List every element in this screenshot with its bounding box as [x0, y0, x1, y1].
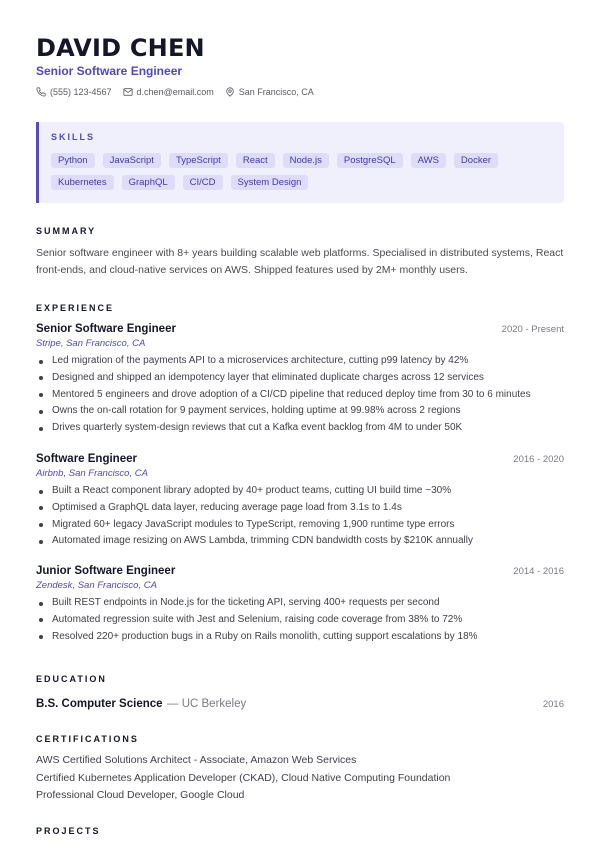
location-text: San Francisco, CA [238, 87, 314, 97]
skill-tag: CI/CD [183, 175, 223, 190]
education-year: 2016 [542, 699, 564, 710]
experience-heading: EXPERIENCE [36, 303, 115, 313]
job-bullet: Owns the on-call rotation for 9 payment services, holding uptime at 99.98% across 2 regions [36, 403, 564, 420]
summary-text: Senior software engineer with 8+ years building scalable web platforms. Specialised in distributed systems, React front-ends, and cloud-native services on AWS. Shipped features used by 2M+ monthly users. [36, 247, 564, 276]
skill-tag: JavaScript [103, 153, 161, 168]
education-heading: EDUCATION [36, 674, 107, 684]
phone-text: (555) 123-4567 [50, 87, 112, 97]
job-bullets [36, 483, 564, 550]
skills-tag-list [51, 153, 551, 197]
education-degree: B.S. Computer Science [36, 698, 163, 710]
job-company: Stripe, San Francisco, CA [36, 338, 146, 349]
job-bullets [36, 353, 564, 437]
skill-tag: React [236, 153, 275, 168]
skill-tag: System Design [231, 175, 309, 190]
skills-heading: SKILLS [51, 132, 96, 142]
job-entry [36, 565, 564, 645]
skill-tag: Node.js [283, 153, 329, 168]
job-bullet: Optimised a GraphQL data layer, reducing average page load from 3.1s to 1.4s [36, 500, 564, 517]
email-text: d.chen@email.com [136, 87, 214, 97]
phone-icon [36, 87, 46, 97]
candidate-role: Senior Software Engineer [36, 64, 183, 78]
job-title: Senior Software Engineer [36, 323, 176, 335]
resume-page [36, 0, 564, 848]
job-header [36, 323, 564, 335]
job-dates: 2020 - Present [501, 324, 564, 335]
contact-row [36, 87, 325, 97]
job-bullets [36, 595, 564, 645]
mail-icon [123, 87, 133, 97]
job-company: Zendesk, San Francisco, CA [36, 580, 157, 591]
job-title: Junior Software Engineer [36, 565, 176, 577]
certification-item: Certified Kubernetes Application Developer (CKAD), Cloud Native Computing Foundation [36, 771, 451, 784]
job-bullet: Built a React component library adopted by 40+ product teams, cutting UI build time ~30% [36, 483, 564, 500]
certification-item: Professional Cloud Developer, Google Cloud [36, 789, 245, 801]
job-bullet: Migrated 60+ legacy JavaScript modules to TypeScript, removing 1,900 runtime type errors [36, 517, 564, 534]
job-bullet: Resolved 220+ production bugs in a Ruby on Rails monolith, cutting support escalations by 18% [36, 629, 564, 646]
skill-tag: AWS [411, 153, 446, 168]
location-pin-icon [225, 87, 235, 97]
contact-location [225, 87, 314, 97]
education-school: — UC Berkeley [167, 698, 247, 710]
job-dates: 2016 - 2020 [513, 454, 564, 465]
skill-tag: Python [51, 153, 95, 168]
job-title: Software Engineer [36, 453, 137, 465]
certification-item: AWS Certified Solutions Architect - Associate, Amazon Web Services [36, 754, 357, 766]
job-bullet: Designed and shipped an idempotency layer that eliminated duplicate charges across 12 services [36, 370, 564, 387]
candidate-name: DAVID CHEN [36, 34, 205, 62]
skill-tag: GraphQL [122, 175, 175, 190]
contact-email [123, 87, 214, 97]
job-bullet: Led migration of the payments API to a microservices architecture, cutting p99 latency by 42% [36, 353, 564, 370]
contact-phone [36, 87, 112, 97]
job-bullet: Mentored 5 engineers and drove adoption of a CI/CD pipeline that reduced deploy time from 30 to 6 minutes [36, 387, 564, 404]
skill-tag: TypeScript [169, 153, 228, 168]
job-bullet: Automated regression suite with Jest and Selenium, raising code coverage from 38% to 72% [36, 612, 564, 629]
education-degree-line [36, 694, 246, 712]
certifications-list [36, 752, 450, 805]
skill-tag: Docker [454, 153, 498, 168]
skills-section [36, 122, 564, 203]
job-dates: 2014 - 2016 [513, 566, 564, 577]
job-entry [36, 323, 564, 437]
job-header [36, 453, 564, 465]
job-company: Airbnb, San Francisco, CA [36, 468, 148, 479]
projects-heading: PROJECTS [36, 826, 101, 836]
job-bullet: Automated image resizing on AWS Lambda, trimming CDN bandwidth costs by $210K annually [36, 533, 564, 550]
education-entry [36, 694, 564, 712]
job-bullet: Built REST endpoints in Node.js for the ticketing API, serving 400+ requests per second [36, 595, 564, 612]
job-bullet: Drives quarterly system-design reviews that cut a Kafka event backlog from 4M to under 50K [36, 420, 564, 437]
certifications-heading: CERTIFICATIONS [36, 734, 139, 744]
skill-tag: PostgreSQL [337, 153, 403, 168]
skill-tag: Kubernetes [51, 175, 114, 190]
summary-heading: SUMMARY [36, 226, 97, 236]
job-header [36, 565, 564, 577]
job-entry [36, 453, 564, 550]
